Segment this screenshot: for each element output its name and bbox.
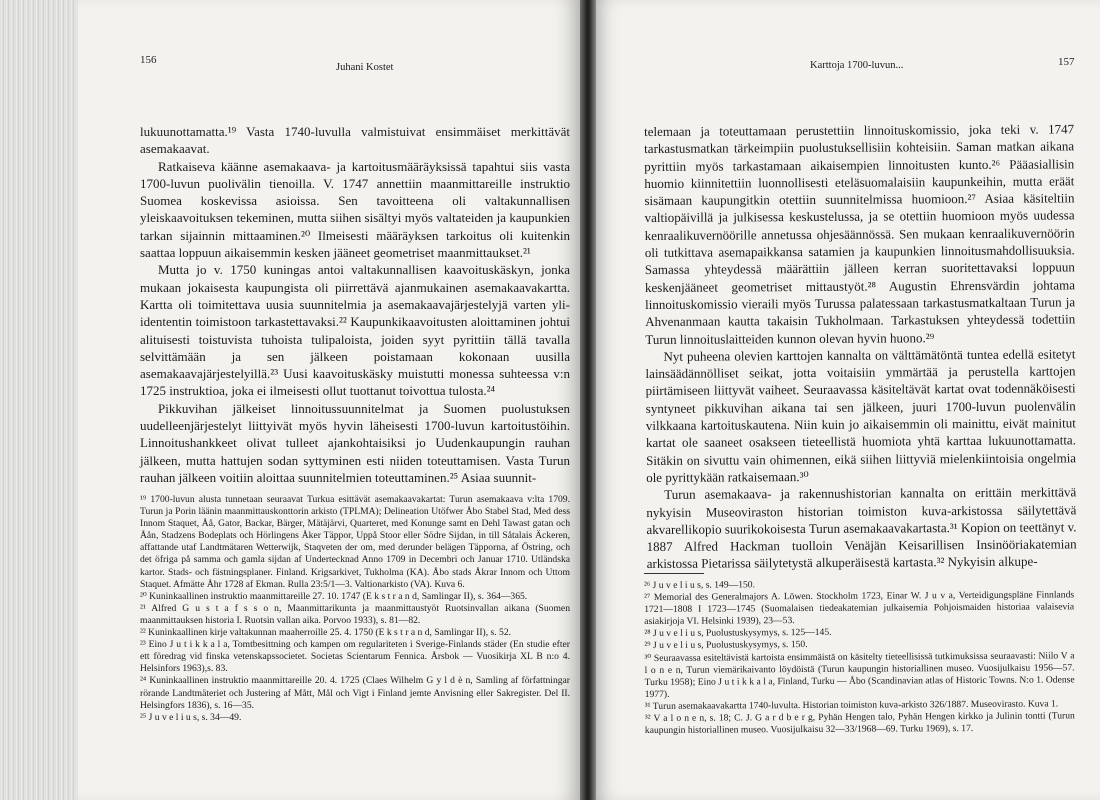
footnote: ²⁰ Kuninkaallinen instruktio maanmittareille 27. 10. 1747 (E k s t r a n d, Samlingar II), s. 364—365. <box>140 590 528 602</box>
footnote: ²³ Eino J u t i k k a l a, Tomtbesittning och kampen om regulariteten i Sverige-Finlands städer (En studie efter ett föredrag vid finska vetenskapssocietet. Societas Scientarum Fennica. Årsbok — Vuosikirja XL B n:o 4. Helsinfors 1963),s. 83. <box>140 639 570 675</box>
footnote: ²⁸ J u v e l i u s, Puolustuskysymys, s. 125—145. <box>644 627 832 640</box>
footnotes <box>140 494 570 724</box>
paragraph: Turun asemakaava- ja rakennushistorian kannalta on erittäin merkittävä nykyisin Museoviraston historian toimiston kuva-arkistossa säilytettävä akvarellikopio suurikokoisesta Turun asemakaavakartasta.³¹ Kopion on teettänyt v. 1887 Alfred Hackman tuolloin Venäjän Keisarillisen Insinööriakatemian arkistossa Pietarissa säilytetystä alkuperäisestä kartasta.³² Nykyisin alkupe- <box>646 484 1077 572</box>
running-head: Juhani Kostet <box>336 62 394 73</box>
page-number: 157 <box>1058 56 1075 68</box>
page-number: 156 <box>140 54 157 66</box>
main-text <box>140 123 570 486</box>
paragraph: Mutta jo v. 1750 kuningas antoi valtakunnallisen kaavoituskäskyn, jonka mukaan jokaisesta kaupungista oli piirrettävä ajanmukainen asemakaavakartta. Kartta oli toimitettava uusia suunnitelmia ja asemakaavajärjestelyjä varten yli-idententin toimistoon tarkastettavaksi.²² Kaupunkikaavoitusten aloittaminen johtui alituisesti toistuvista tuhoista tulipaloista, joiden syyt pyrittiin tällä tavalla selvittämään ja sen jälkeen poistamaan kokonaan uusilla asemakaavajärjestelyillä.²³ Uusi kaavoituskäsky muistutti monessa suhteessa v:n 1725 instruktioa, joka ei ilmeisesti ollut tuottanut toivottua tulosta.²⁴ <box>140 262 570 399</box>
footnote: ²⁴ Kuninkaallinen instruktio maanmittareille 20. 4. 1725 (Claes Wilhelm G y l d è n, Samling af författningar rörande Landtmäteriet och Justering af Mått, Mål och Vigt i Finland jemte Anvisning eller Sakregister. Del II. Helsingfors 1836), s. 16—35. <box>140 675 570 711</box>
main-text <box>644 120 1077 572</box>
paragraph: lukuunottamatta.¹⁹ Vasta 1740-luvulla valmistuivat ensimmäiset merkittävät asemakaavat. <box>140 124 570 157</box>
footnote: ³¹ Turun asemakaavakartta 1740-luvulta. Historian toimiston kuva-arkisto 326/1887. Museovirasto. Kuva 1. <box>644 698 1059 712</box>
paragraph: telemaan ja toteuttamaan perustettiin linnoituskomissio, joka teki v. 1747 tarkastusmatkan tärkeimpiin puolustuksellisiin kohteisiin. Saman matkan aikana pyrittiin myös tarkastamaan aikaisempien linnoitusten kunto.²⁶ Pääasiallisin huomio kiinnitettiin luonnollisesti eteläsuomalaisiin kaupunkeihin, mutta eräät sisämaan kaupungitkin otettiin suunnitelmissa huomioon.²⁷ Asiaa käsiteltiin valtiopäivillä ja julkisessa keskustelussa, ja se otettiin huomioon myös uudessa kenraalikuvernöörille annetussa ohjesäännössä. Sen mukaan kenraalikuvernöörin oli tutkittava asemapaikkansa satamien ja kaupunkien linnoitusmahdollisuuksia. Samassa yhteydessä määrättiin jälleen kerran suoritettavaksi loppuun keskenjääneet geometriset mittaustyöt.²⁸ Augustin Ehrensvärdin johtama linnoituskomissio vieraili myös Turussa palatessaan tarkastusmatkaltaan Turun ja Ahvenanmaan kautta takaisin Tukholmaan. Tarkastuksen yhteydessä todettiin Turun linnoituslaitteiden kunnon olevan hyvin huono.²⁹ <box>644 121 1076 347</box>
right-page <box>596 0 1100 800</box>
footnote: ¹⁹ 1700-luvun alusta tunnetaan seuraavat Turkua esittävät asemakaavakartat: Turun asemakaava v:lta 1709. Turun ja Porin läänin maanmittauskonttorin arkisto (TPLMA); Delineation Utöfwer Åbo Stabel Stad, Med dess Innom Staquet, Åå, Gator, Backar, Bärger, Mätäjärvi, Quarteret, med Konunge samt en Dehl Tawast gatan och Åån, Stadzens Bodeplats och Hörlingens Åker Täppor, Uppå Stoor eller Södre Sijdan, in till Såtalais Äckeren, affattande utaf Landtmätaren Wetterwijk, Staqveten der om, med derunder belägen Täpporna, af Östring, och det öfriga på samma och gamla sijdan af Undertecknad Anno 1709 in Decembri och Januar 1710. Utländska kartor. Stads- och fästningsplaner. Finland. Krigsarkivet, Tukholma (KA). Åbo stads Åkrar Innom och Uttom Staquet. Afmätte Åhr 1728 af Ekman. Rulla 23:5/1—3. Valtionarkisto (VA). Kuva 6. <box>140 494 570 590</box>
running-head: Karttoja 1700-luvun... <box>810 60 904 71</box>
footnote: ³⁰ Seuraavassa esiteltävistä kartoista ensimmäistä on käsitelty tieteellisissä tutkimuksissa seuraavasti: Niilo V a l o n e n, Turun viemärikaivanto löydöistä (Turun kaupungin historiallinen museo. Vuosijulkaisu 1956—57. Turku 1958); Eino J u t i k k a l a, Finland, Turku — Åbo (Scandinavian atlas of Historic Towns. N:o 1. Odense 1977). <box>644 649 1075 700</box>
footnote: ²⁹ J u v e l i u s, Puolustuskysymys, s. 150. <box>644 639 808 652</box>
footnote: ²¹ Alfred G u s t a f s s o n, Maanmittarikunta ja maanmittaustyöt Ruotsinvallan aikana (Suomen maanmittauksen historia I. Ruotsin vallan aika. Porvoo 1933), s. 81—82. <box>140 602 570 626</box>
footnote: ²⁷ Memorial des Generalmajors A. Löwen. Stockholm 1723, Einar W. J u v a, Verteidigungspläne Finnlands 1721—1808 I 1723—1745 (Suomalaisen tiedeakatemian julkaisemia Pohjoismaiden historiaa valaisevia asiakirjoja VI. Helsinki 1939), 23—53. <box>644 589 1075 628</box>
paragraph: Pikkuvihan jälkeiset linnoitussuunnitelmat ja Suomen puolustuksen uudelleenjärjestelyt liittyivät myös hyvin läheisesti 1700-luvun kartoitustöihin. Linnoitushankkeet olivat tulleet ajankohtaisiksi jo Uudenkaupungin rauhan jälkeen, mutta hattujen sodan syttyminen esti niiden toteuttamisen. Vasta Turun rauhan jälkeen voitiin aloittaa suunnitelmien toteuttaminen.²⁵ Asiaa suunnit- <box>140 400 570 485</box>
footnotes <box>644 577 1075 737</box>
page-edges <box>0 0 78 800</box>
paragraph: Ratkaiseva käänne asemakaava- ja kartoitusmääräyksissä tapahtui siis vasta 1700-luvun puolivälin tienoilla. V. 1747 annettiin maanmittareille instruktio Suomea koskevissa asioissa. Sen tavoitteena oli valtakunnallisen yleiskaavoituksen tekeminen, mutta siihen sisältyi myös valtateiden ja kaupunkien tarkan sijainnin mittaaminen.²⁰ Ilmeisesti määräyksen tarkoitus oli kuitenkin saattaa loppuun aikaisemmin kesken jääneet geometriset maanmittaukset.²¹ <box>140 158 570 261</box>
footnote-rule <box>644 573 704 574</box>
footnote: ³² V a l o n e n, s. 18; C. J. G a r d b e r g, Pyhän Hengen talo, Pyhän Hengen kirkko ja Julinin tontti (Turun kaupungin historiallinen museo. Vuosijulkaisu 32—33/1968—69. Turku 1969), s. 17. <box>644 710 1075 737</box>
footnote: ²⁶ J u v e l i u s, s. 149—150. <box>644 579 756 591</box>
footnote: ²⁵ J u v e l i u s, s. 34—49. <box>140 711 242 723</box>
footnote: ²² Kuninkaallinen kirje valtakunnan maaherroille 25. 4. 1750 (E k s t r a n d, Samlingar II), s. 52. <box>140 627 512 639</box>
left-page <box>78 0 580 800</box>
gutter <box>580 0 596 800</box>
paragraph: Nyt puheena olevien karttojen kannalta on välttämätöntä tuntea edellä esitetyt lainsäädännölliset seikat, jotta voitaisiin ymmärtää ja perustella karttojen piirtämiseen liittyvät vaiheet. Seuraavassa käsiteltävät kartat ovat todennäköisesti syntyneet pikkuvihan aikana tai sen jälkeen, juuri 1700-luvun puolenvälin vilkkaana kartoituskautena. Niin kuin jo aikaisemmin oli mainittu, eivät mainitut kartat ole saaneet osakseen tieteellistä huomiota yhtä karttaa lukuunottamatta. Sitäkin on sivuttu vain ohimennen, eikä siihen liittyviä mielenkiintoisia ongelmia ole pyrittykään ratkaisemaan.³⁰ <box>645 346 1077 485</box>
